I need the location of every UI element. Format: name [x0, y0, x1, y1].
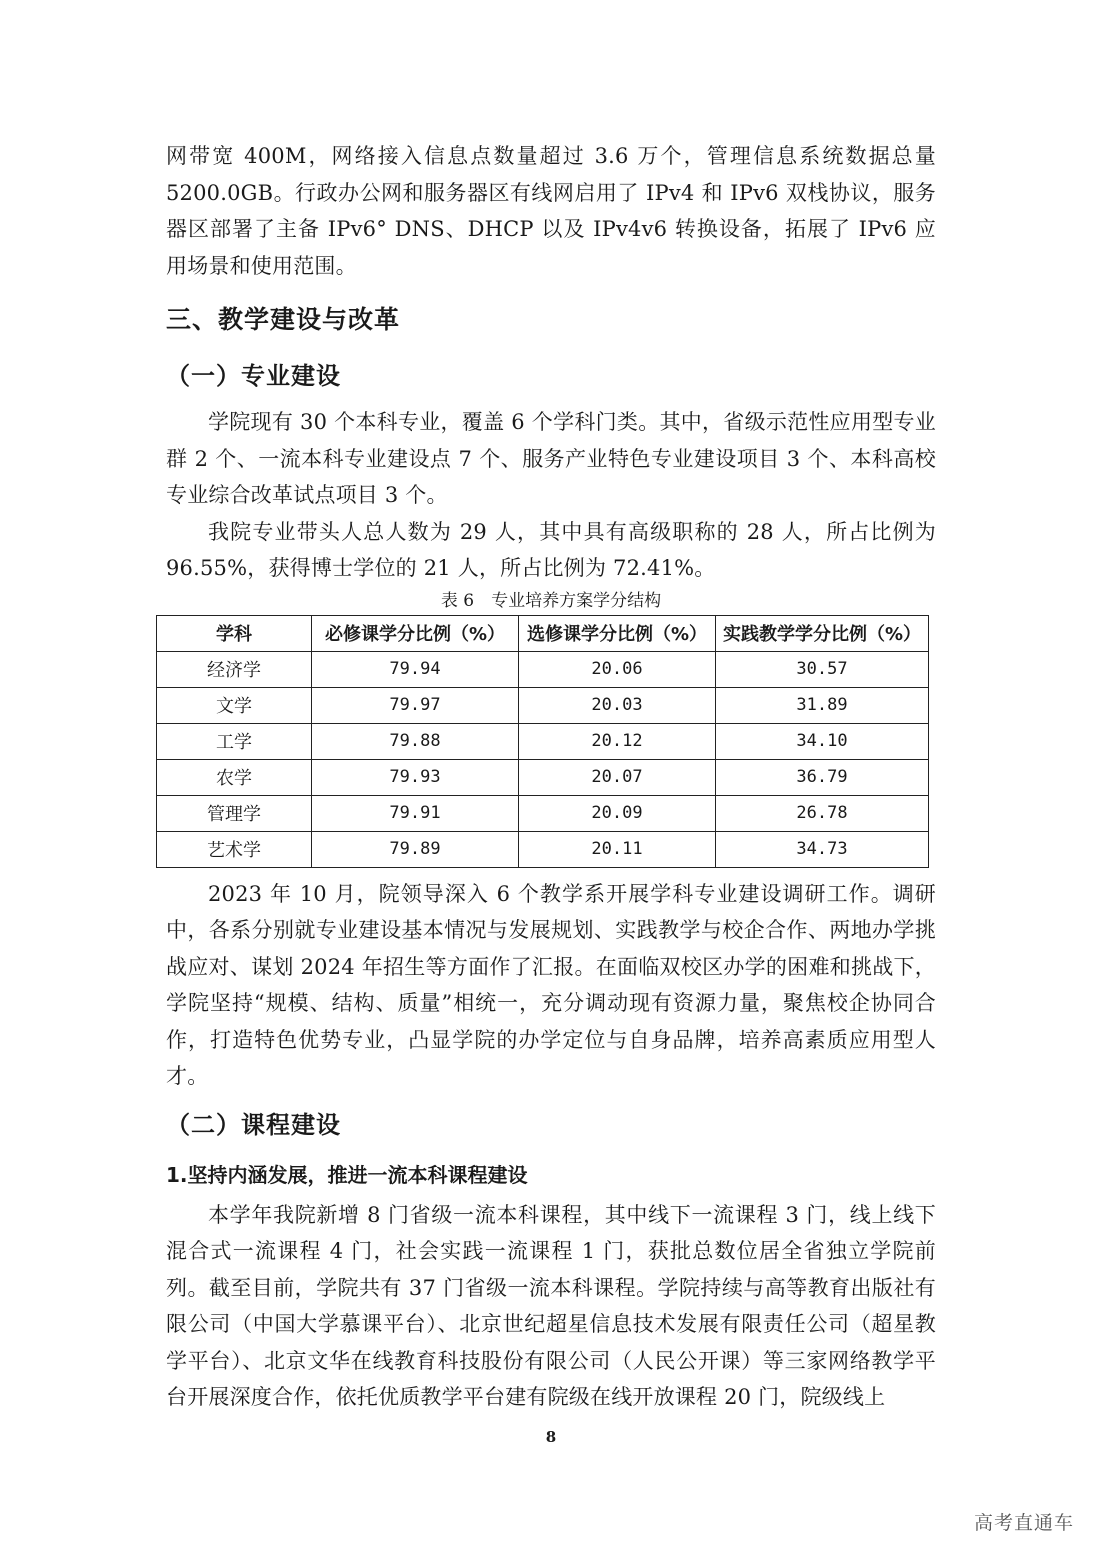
table-row	[157, 687, 929, 723]
section-heading-teaching-reform: 三、教学建设与改革	[166, 305, 401, 334]
cell-subject: 文学	[157, 687, 312, 723]
cell-elective: 20.06	[519, 651, 716, 687]
header-practice-ratio: 实践教学学分比例（%）	[716, 615, 929, 651]
cell-elective: 20.11	[519, 831, 716, 867]
cell-required: 79.91	[312, 795, 519, 831]
paragraph-courses: 本学年我院新增 8 门省级一流本科课程，其中线下一流课程 3 门，线上线下混合式一流课程 4 门，社会实践一流课程 1 门，获批总数位居全省独立学院前列。截至目前，学院共有 37 门省级一流本科课程。学院持续与高等教育出版社有限公司（中国大学慕课平台）、北京世纪超星信息技术发展有限责任公司（超星教学平台）、北京文华在线教育科技股份有限公司（人民公开课）等三家网络教学平台开展深度合作，依托优质教学平台建有院级在线开放课程 20 门，院级线上	[166, 1202, 936, 1409]
cell-elective: 20.09	[519, 795, 716, 831]
paragraph-network: 网带宽 400M，网络接入信息点数量超过 3.6 万个，管理信息系统数据总量 5200.0GB。行政办公网和服务器区有线网启用了 IPv4 和 IPv6 双栈协议，服务器区部署了主备 IPv6° DNS、DHCP 以及 IPv4v6 转换设备，拓展了 IPv6 应用场景和使用范围。	[166, 144, 936, 278]
credit-structure-table	[156, 615, 929, 868]
page-content	[166, 138, 936, 1416]
cell-elective: 20.03	[519, 687, 716, 723]
table-row	[157, 831, 929, 867]
cell-practice: 30.57	[716, 651, 929, 687]
cell-required: 79.88	[312, 723, 519, 759]
paragraph-majors: 学院现有 30 个本科专业，覆盖 6 个学科门类。其中，省级示范性应用型专业群 2 个、一流本科专业建设点 7 个、服务产业特色专业建设项目 3 个、本科高校专业综合改革试点项目 3 个。	[166, 410, 936, 507]
table-row	[157, 723, 929, 759]
cell-elective: 20.12	[519, 723, 716, 759]
table-row	[157, 795, 929, 831]
table-row	[157, 759, 929, 795]
table-caption: 表 6 专业培养方案学分结构	[440, 590, 662, 611]
paragraph-major-leaders: 我院专业带头人总人数为 29 人，其中具有高级职称的 28 人，所占比例为 96.55%，获得博士学位的 21 人，所占比例为 72.41%。	[166, 519, 936, 580]
page-number: 8	[545, 1428, 557, 1446]
cell-elective: 20.07	[519, 759, 716, 795]
table-row	[157, 651, 929, 687]
paragraph-research-visit: 2023 年 10 月，院领导深入 6 个教学系开展学科专业建设调研工作。调研中，各系分别就专业建设基本情况与发展规划、实践教学与校企合作、两地办学挑战应对、谋划 2024 年招生等方面作了汇报。在面临双校区办学的困难和挑战下，学院坚持“规模、结构、质量”相统一，充分调动现有资源力量，聚焦校企协同合作，打造特色优势专业，凸显学院的办学定位与自身品牌，培养高素质应用型人才。	[166, 881, 936, 1088]
header-required-ratio: 必修课学分比例（%）	[312, 615, 519, 651]
cell-subject: 管理学	[157, 795, 312, 831]
cell-subject: 经济学	[157, 651, 312, 687]
cell-practice: 36.79	[716, 759, 929, 795]
cell-subject: 工学	[157, 723, 312, 759]
subsection-heading-major-construction: （一）专业建设	[166, 362, 341, 390]
watermark-text: 高考直通车	[973, 1512, 1074, 1534]
cell-practice: 34.73	[716, 831, 929, 867]
item-heading-first-class-courses: 1.坚持内涵发展，推进一流本科课程建设	[166, 1162, 528, 1187]
header-elective-ratio: 选修课学分比例（%）	[519, 615, 716, 651]
cell-practice: 34.10	[716, 723, 929, 759]
subsection-heading-course-construction: （二）课程建设	[166, 1110, 341, 1139]
header-subject: 学科	[157, 615, 312, 651]
cell-subject: 农学	[157, 759, 312, 795]
cell-required: 79.93	[312, 759, 519, 795]
cell-practice: 31.89	[716, 687, 929, 723]
cell-subject: 艺术学	[157, 831, 312, 867]
cell-required: 79.94	[312, 651, 519, 687]
cell-required: 79.89	[312, 831, 519, 867]
cell-required: 79.97	[312, 687, 519, 723]
cell-practice: 26.78	[716, 795, 929, 831]
table-header-row	[157, 615, 929, 651]
